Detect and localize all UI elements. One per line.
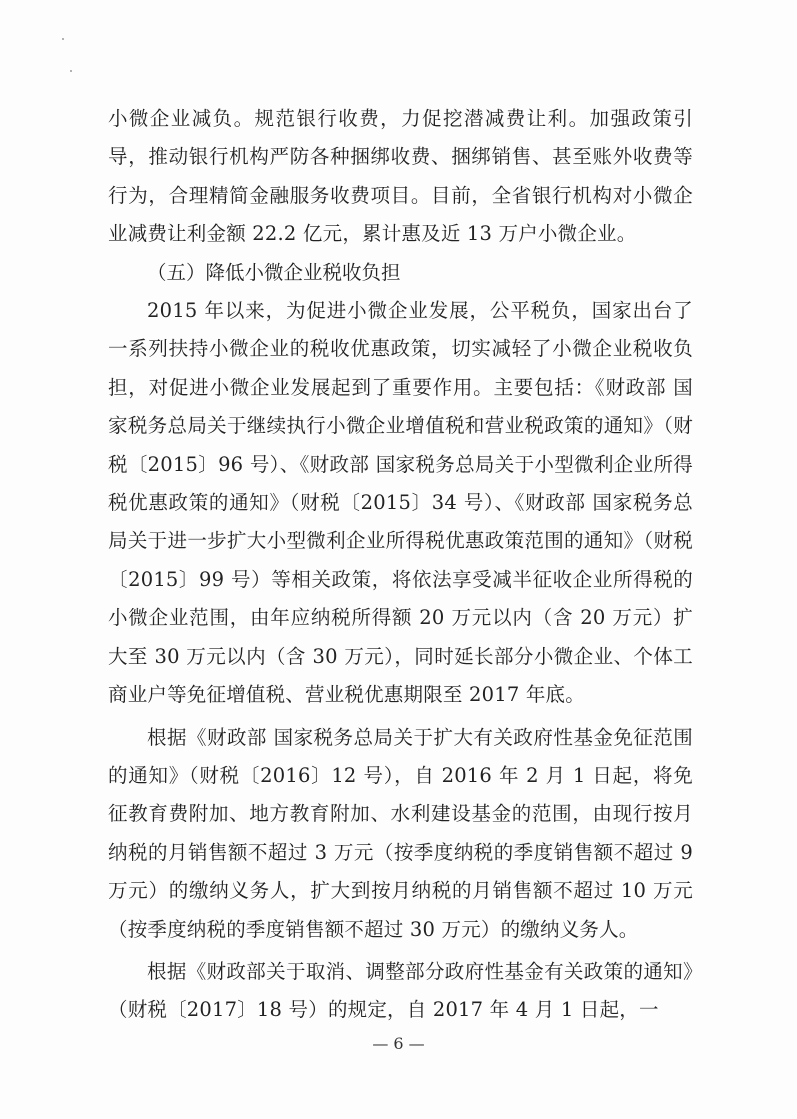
paragraph-bank-fees: 小微企业减负。规范银行收费，力促挖潜减费让利。加强政策引导，推动银行机构严防各种捆绑收费、捆绑销售、甚至账外收费等行为，合理精简金融服务收费项目。目前，全省银行机构对小微企业减费让利金额 22.2 亿元，累计惠及近 13 万户小微企业。 xyxy=(108,107,693,246)
paragraph-fund-exemption: 根据《财政部 国家税务总局关于扩大有关政府性基金免征范围的通知》（财税〔2016〕12 号），自 2016 年 2 月 1 日起，将免征教育费附加、地方教育附加、水利建设基金的范围，由现行按月纳税的月销售额不超过 3 万元（按季度纳税的季度销售额不超过 9 万元）的缴纳义务人，扩大到按月纳税的月销售额不超过 10 万元（按季度纳税的季度销售额不超过 30 万元）的缴纳义务人。 xyxy=(108,725,693,941)
scan-speck xyxy=(70,70,72,72)
section-heading-tax-burden: （五）降低小微企业税收负担 xyxy=(147,260,401,284)
paragraph-fund-adjustment: 根据《财政部关于取消、调整部分政府性基金有关政策的通知》（财税〔2017〕18 号）的规定，自 2017 年 4 月 1 日起，一 xyxy=(108,959,693,1022)
paragraph-tax-policies: 2015 年以来，为促进小微企业发展，公平税负，国家出台了一系列扶持小微企业的税收优惠政策，切实减轻了小微企业税收负担，对促进小微企业发展起到了重要作用。主要包括：《财政部 国家税务总局关于继续执行小微企业增值税和营业税政策的通知》（财税〔2015〕96 号）、《财政部 国家税务总局关于小型微利企业所得税优惠政策的通知》（财税〔2015〕34 号）、《财政部 国家税务总局关于进一步扩大小型微利企业所得税优惠政策范围的通知》（财税〔2015〕99 号）等相关政策，将依法享受减半征收企业所得税的小微企业范围，由年应纳税所得额 20 万元以内（含 20 万元）扩大至 30 万元以内（含 30 万元），同时延长部分小微企业、个体工商业户等免征增值税、营业税优惠期限至 2017 年底。 xyxy=(108,299,693,707)
scan-speck xyxy=(62,38,64,40)
page-number: — 6 — xyxy=(372,1034,425,1053)
document-body xyxy=(108,100,693,1030)
